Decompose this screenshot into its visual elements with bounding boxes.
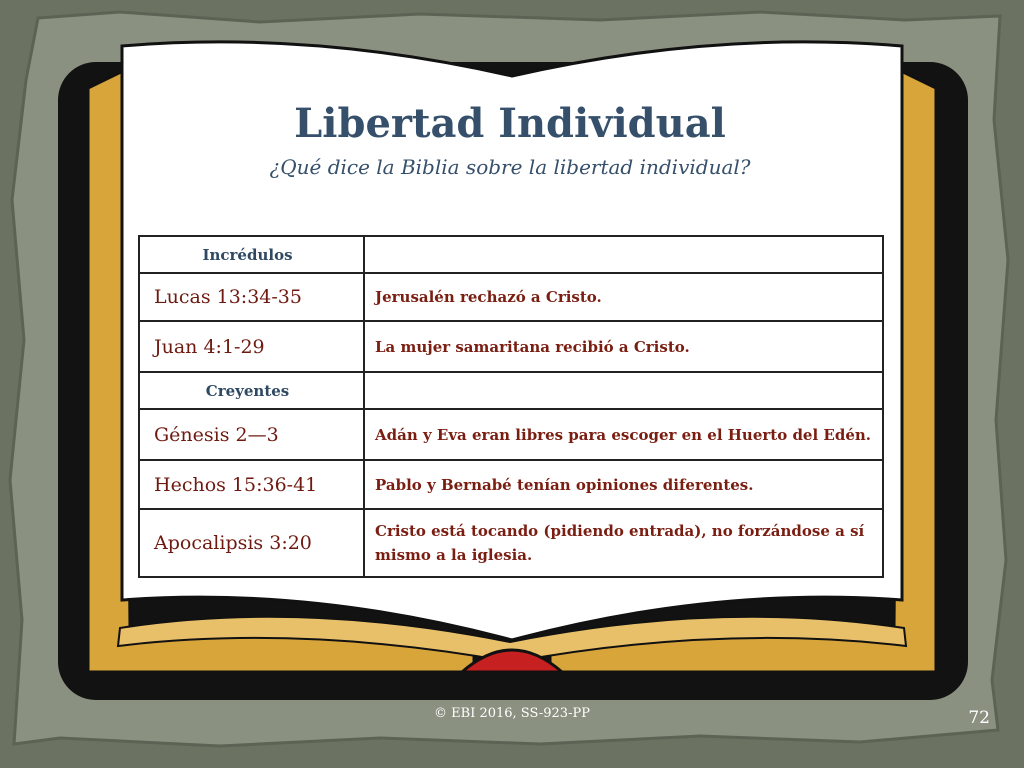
table-row xyxy=(139,321,883,372)
table-row xyxy=(139,372,883,409)
table-row xyxy=(139,273,883,321)
verse-description: Cristo está tocando (pidiendo entrada), no forzándose a sí mismo a la iglesia. xyxy=(364,509,883,577)
slide-title: Libertad Individual xyxy=(294,100,726,147)
section-label-incredulos: Incrédulos xyxy=(139,236,364,273)
verse-reference: Hechos 15:36-41 xyxy=(139,460,364,509)
table-row xyxy=(139,509,883,577)
verse-reference: Apocalipsis 3:20 xyxy=(139,509,364,577)
section-desc-incredulos xyxy=(364,236,883,273)
table-row xyxy=(139,460,883,509)
table-row xyxy=(139,409,883,460)
copyright-footer: © EBI 2016, SS-923-PP xyxy=(434,706,590,721)
verse-reference: Lucas 13:34-35 xyxy=(139,273,364,321)
section-label-creyentes: Creyentes xyxy=(139,372,364,409)
section-desc-creyentes xyxy=(364,372,883,409)
verse-description: Adán y Eva eran libres para escoger en el Huerto del Edén. xyxy=(364,409,883,460)
verse-description: La mujer samaritana recibió a Cristo. xyxy=(364,321,883,372)
verse-description: Pablo y Bernabé tenían opiniones diferentes. xyxy=(364,460,883,509)
slide-subtitle: ¿Qué dice la Biblia sobre la libertad individual? xyxy=(269,155,751,179)
page-number: 72 xyxy=(968,708,990,728)
verse-table xyxy=(138,235,884,578)
table-row xyxy=(139,236,883,273)
verse-reference: Génesis 2—3 xyxy=(139,409,364,460)
verse-reference: Juan 4:1-29 xyxy=(139,321,364,372)
verse-description: Jerusalén rechazó a Cristo. xyxy=(364,273,883,321)
